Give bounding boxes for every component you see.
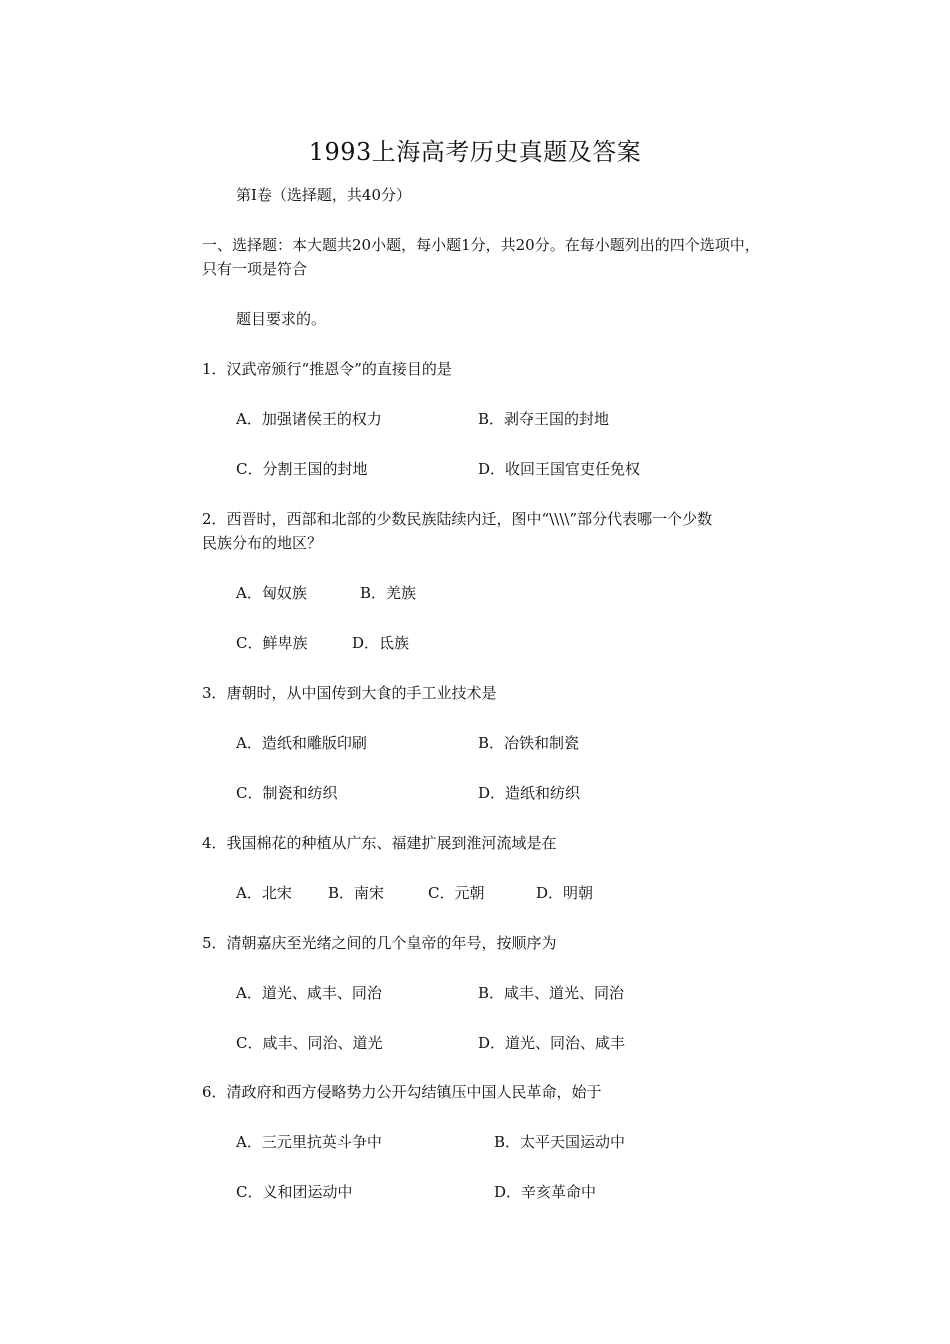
option-a: A．道光、咸丰、同治: [236, 984, 382, 1002]
option-d: D．明朝: [536, 884, 594, 902]
option-c: C．鲜卑族: [236, 634, 308, 652]
option-c: C．制瓷和纺织: [236, 784, 338, 802]
option-d: D．道光、同治、咸丰: [478, 1034, 626, 1052]
question-stem: 1．汉武帝颁行“推恩令”的直接目的是: [202, 360, 452, 378]
option-a: A．匈奴族: [236, 584, 307, 602]
option-b: B．羌族: [360, 584, 417, 602]
option-d: D．造纸和纺织: [478, 784, 581, 802]
question-stem: 6．清政府和西方侵略势力公开勾结镇压中国人民革命，始于: [202, 1083, 602, 1101]
option-a: A．加强诸侯王的权力: [236, 410, 382, 428]
option-b: B．太平天国运动中: [494, 1133, 626, 1151]
option-c: C．分割王国的封地: [236, 460, 368, 478]
option-b: B．剥夺王国的封地: [478, 410, 610, 428]
option-d: D．辛亥革命中: [494, 1183, 597, 1201]
option-b: B．南宋: [328, 884, 385, 902]
question-stem: 5．清朝嘉庆至光绪之间的几个皇帝的年号，按顺序为: [202, 934, 557, 952]
instructions-line-3: 题目要求的。: [236, 310, 327, 328]
option-c: C．义和团运动中: [236, 1183, 353, 1201]
option-c: C．元朝: [428, 884, 485, 902]
option-d: D．收回王国官吏任免权: [478, 460, 641, 478]
question-stem: 3．唐朝时，从中国传到大食的手工业技术是: [202, 684, 497, 702]
question-stem: 2．西晋时，西部和北部的少数民族陆续内迁，图中“\\\\”部分代表哪一个少数: [202, 510, 713, 528]
option-c: C．咸丰、同治、道光: [236, 1034, 383, 1052]
question-stem-continued: 民族分布的地区？: [202, 534, 323, 552]
section-heading: 第Ⅰ卷（选择题，共40分）: [236, 186, 412, 204]
option-d: D．氐族: [352, 634, 410, 652]
instructions-line-1: 一、选择题：本大题共20小题，每小题1分，共20分。在每小题列出的四个选项中，: [202, 236, 760, 254]
instructions-line-2: 只有一项是符合: [202, 260, 308, 278]
option-a: A．造纸和雕版印刷: [236, 734, 367, 752]
option-b: B．咸丰、道光、同治: [478, 984, 625, 1002]
page-title: 1993上海高考历史真题及答案: [308, 138, 642, 166]
option-a: A．北宋: [236, 884, 292, 902]
question-stem: 4．我国棉花的种植从广东、福建扩展到淮河流域是在: [202, 834, 557, 852]
option-b: B．冶铁和制瓷: [478, 734, 580, 752]
option-a: A．三元里抗英斗争中: [236, 1133, 382, 1151]
